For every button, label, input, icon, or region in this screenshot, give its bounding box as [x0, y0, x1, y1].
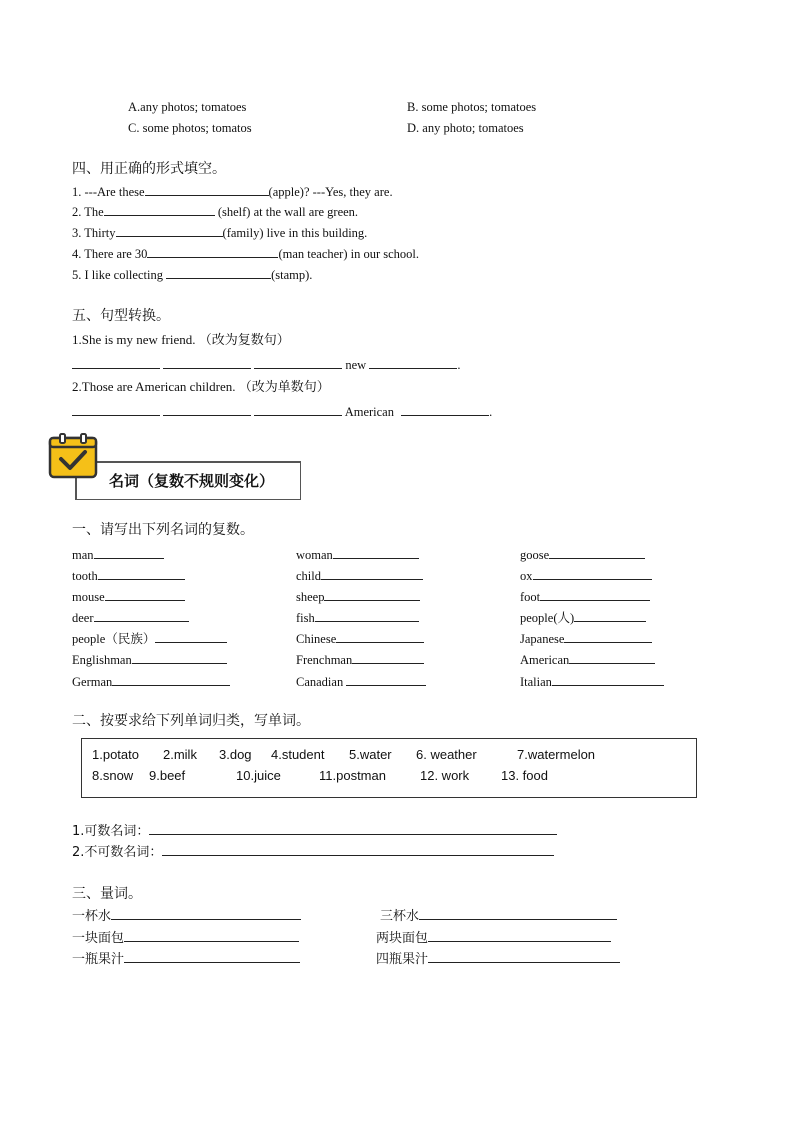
q3-blank[interactable]: [116, 224, 223, 237]
plural-blank[interactable]: [552, 673, 664, 686]
uncountable-line: [72, 843, 554, 861]
s2-blank-1[interactable]: [72, 403, 160, 416]
q1-suffix: (apple)? ---Yes, they are.: [268, 185, 393, 199]
word-chinese: Chinese: [296, 630, 424, 647]
s1-period: .: [457, 358, 461, 372]
plural-blank[interactable]: [533, 567, 652, 580]
q2-blank[interactable]: [104, 203, 215, 216]
word-tooth: tooth: [72, 567, 185, 584]
option-d: D. any photo; tomatoes: [407, 121, 524, 135]
word-man: man: [72, 546, 164, 563]
measure-blank[interactable]: [111, 907, 301, 920]
uncountable-label: 2.不可数名词：: [72, 845, 163, 860]
section5-title: 五、句型转换。: [72, 308, 170, 324]
section5-sentence2: 2.Those are American children. （改为单数句）: [72, 379, 330, 394]
countable-line: [72, 822, 557, 840]
section5-answer1: [72, 356, 460, 373]
word-item: 1.potato: [92, 747, 139, 762]
word-item: 3.dog: [219, 747, 252, 762]
plural-blank[interactable]: [333, 546, 419, 559]
banner-title: 名词（复数不规则变化）: [109, 472, 275, 490]
measure-blank[interactable]: [428, 950, 620, 963]
word-goose: goose: [520, 546, 645, 563]
s2-word: American: [344, 405, 394, 419]
measure-item: 一瓶果汁: [72, 950, 300, 968]
plural-blank[interactable]: [540, 588, 650, 601]
section4-q4: [72, 245, 419, 262]
s2-blank-4[interactable]: [401, 403, 489, 416]
word-people-nation: people（民族）: [72, 630, 227, 647]
measure-item: 一块面包: [72, 929, 299, 947]
s2-blank-2[interactable]: [163, 403, 251, 416]
word-item: 4.student: [271, 747, 325, 762]
measure-item: 两块面包: [376, 929, 611, 947]
q5-blank[interactable]: [166, 266, 271, 279]
section4-q1: [72, 183, 393, 200]
measure-blank[interactable]: [419, 907, 617, 920]
word-mouse: mouse: [72, 588, 185, 605]
q2-suffix: (shelf) at the wall are green.: [214, 205, 359, 219]
q3-prefix: 3. Thirty: [72, 226, 116, 240]
q3-suffix: (family) live in this building.: [222, 226, 368, 240]
s1-blank-3[interactable]: [254, 356, 342, 369]
plural-blank[interactable]: [105, 588, 185, 601]
word-japanese: Japanese: [520, 630, 652, 647]
plural-blank[interactable]: [574, 609, 646, 622]
part3-title: 三、量词。: [72, 886, 142, 902]
section5-sentence1: 1.She is my new friend. （改为复数句）: [72, 332, 290, 347]
s1-blank-1[interactable]: [72, 356, 160, 369]
plural-blank[interactable]: [155, 630, 227, 643]
option-b: B. some photos; tomatoes: [407, 100, 537, 114]
countable-label: 1.可数名词：: [72, 824, 150, 839]
q5-suffix: (stamp).: [271, 268, 313, 282]
q4-prefix: 4. There are 30: [72, 247, 148, 261]
plural-blank[interactable]: [336, 630, 424, 643]
word-item: 8.snow: [92, 768, 134, 783]
word-item: 11.postman: [319, 768, 386, 783]
section-banner: [75, 462, 301, 500]
section4-q3: [72, 224, 367, 241]
measure-blank[interactable]: [124, 929, 299, 942]
option-c: C. some photos; tomatos: [128, 121, 252, 135]
plural-blank[interactable]: [132, 651, 227, 664]
plural-blank[interactable]: [352, 651, 424, 664]
word-german: German: [72, 673, 230, 690]
q1-prefix: 1. ---Are these: [72, 185, 145, 199]
plural-blank[interactable]: [324, 588, 420, 601]
countable-blank[interactable]: [149, 822, 557, 835]
s1-blank-4[interactable]: [369, 356, 457, 369]
q4-blank[interactable]: [147, 245, 278, 258]
section4-q5: [72, 266, 312, 283]
plural-blank[interactable]: [549, 546, 645, 559]
word-item: 9.beef: [149, 768, 186, 783]
plural-blank[interactable]: [94, 546, 164, 559]
q2-prefix: 2. The: [72, 205, 104, 219]
plural-blank[interactable]: [569, 651, 655, 664]
word-sheep: sheep: [296, 588, 420, 605]
s1-word: new: [345, 358, 367, 372]
word-people-person: people(人): [520, 609, 646, 626]
uncountable-blank[interactable]: [162, 843, 554, 856]
section5-answer2: [72, 403, 492, 420]
plural-blank[interactable]: [564, 630, 652, 643]
measure-blank[interactable]: [428, 929, 611, 942]
q1-blank[interactable]: [145, 183, 269, 196]
measure-item: 四瓶果汁: [376, 950, 620, 968]
plural-blank[interactable]: [98, 567, 185, 580]
s1-blank-2[interactable]: [163, 356, 251, 369]
plural-blank[interactable]: [315, 609, 419, 622]
word-canadian: Canadian: [296, 673, 426, 690]
word-list-box: [81, 738, 697, 798]
option-a: A.any photos; tomatoes: [128, 100, 247, 114]
measure-blank[interactable]: [124, 950, 300, 963]
word-child: child: [296, 567, 423, 584]
plural-blank[interactable]: [321, 567, 423, 580]
word-frenchman: Frenchman: [296, 651, 424, 668]
part1-title: 一、请写出下列名词的复数。: [72, 522, 254, 538]
word-list-row-1: [92, 747, 595, 762]
section4-title: 四、用正确的形式填空。: [72, 161, 226, 177]
part2-title: 二、按要求给下列单词归类，写单词。: [72, 713, 310, 729]
s2-period: .: [489, 405, 493, 419]
word-list-row-2: [92, 768, 548, 783]
word-fish: fish: [296, 609, 419, 626]
plural-blank[interactable]: [94, 609, 189, 622]
measure-item: 三杯水: [380, 907, 617, 925]
q4-suffix: (man teacher) in our school.: [278, 247, 420, 261]
word-item: 6. weather: [416, 747, 477, 762]
measure-item: 一杯水: [72, 907, 301, 925]
word-ox: ox: [520, 567, 652, 584]
section4-q2: [72, 203, 358, 220]
word-foot: foot: [520, 588, 650, 605]
word-american: American: [520, 651, 655, 668]
word-englishman: Englishman: [72, 651, 227, 668]
calendar-check-icon: [48, 433, 98, 479]
word-item: 5.water: [349, 747, 392, 762]
s2-blank-3[interactable]: [254, 403, 342, 416]
q5-prefix: 5. I like collecting: [72, 268, 167, 282]
plural-blank[interactable]: [112, 673, 230, 686]
word-item: 12. work: [420, 768, 470, 783]
word-item: 7.watermelon: [517, 747, 596, 762]
word-item: 13. food: [501, 768, 548, 783]
plural-blank[interactable]: [346, 673, 426, 686]
word-italian: Italian: [520, 673, 664, 690]
word-deer: deer: [72, 609, 189, 626]
word-woman: woman: [296, 546, 419, 563]
word-item: 10.juice: [236, 768, 281, 783]
word-item: 2.milk: [163, 747, 197, 762]
